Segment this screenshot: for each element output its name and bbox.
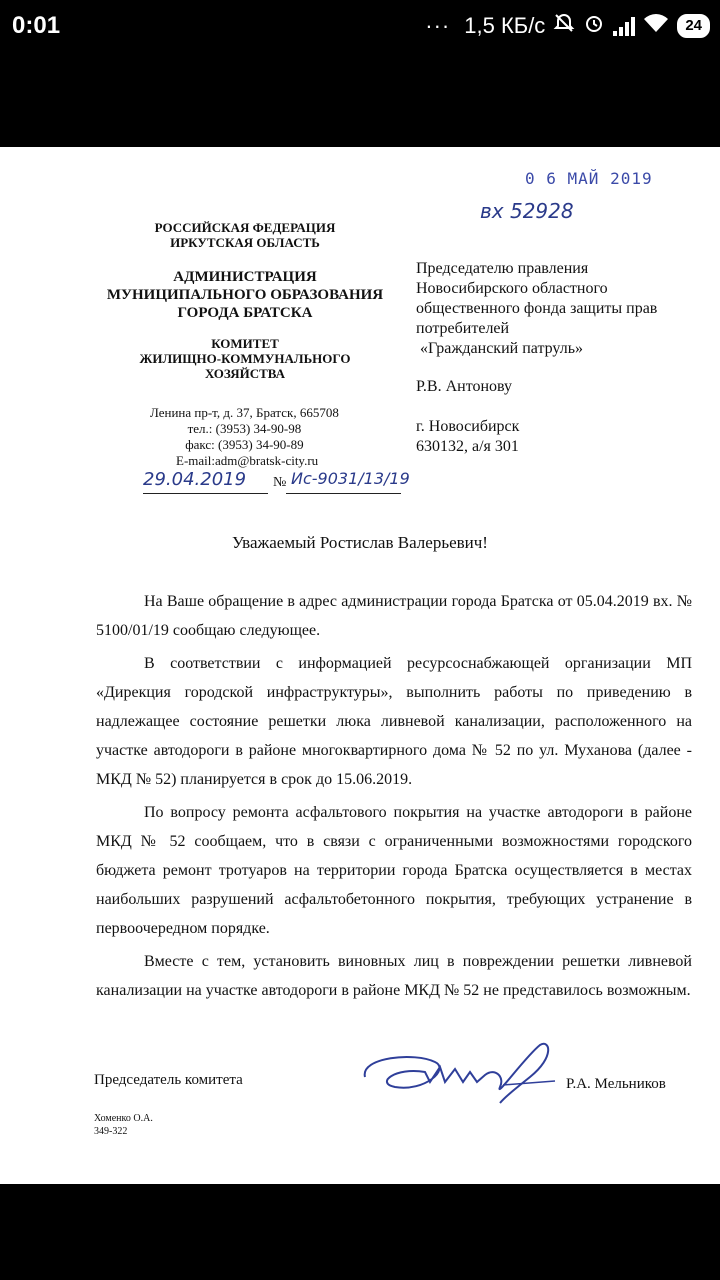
committee-line-3: ХОЗЯЙСТВА [204, 366, 285, 381]
executor-phone: 349-322 [94, 1126, 128, 1137]
committee-line-1: КОМИТЕТ [211, 336, 279, 351]
paragraph: На Ваше обращение в адрес администрации города Братска от 05.04.2019 вх. № 5100/01/19 сообщаю следующее. [96, 593, 692, 639]
handwritten-signature [355, 1037, 565, 1112]
sender-address: Ленина пр-т, д. 37, Братск, 665708 [150, 405, 339, 420]
sender-contacts [150, 405, 339, 469]
paragraph: По вопросу ремонта асфальтового покрытия на участке автодороги в районе МКД № 52 сообщаем, что в связи с ограниченными возможностями городского бюджета ремонт тротуаров на территории города Братска осуществляется в местах наибольших разрушений асфальтобетонного покрытия, требующих устранение в первоочередном порядке. [96, 804, 692, 937]
alarm-off-icon [553, 12, 575, 40]
admin-line-3: ГОРОДА БРАТСКА [177, 305, 313, 321]
executor-info [94, 1112, 153, 1138]
region-line: ИРКУТСКАЯ ОБЛАСТЬ [170, 235, 320, 250]
status-icons [425, 10, 710, 42]
recipient-line-4: потребителей [416, 320, 510, 337]
recipient-name: Р.В. Антонову [416, 378, 513, 395]
admin-line-2: МУНИЦИПАЛЬНОГО ОБРАЗОВАНИЯ [106, 287, 384, 303]
greeting: Уважаемый Ростислав Валерьевич! [232, 533, 488, 552]
letter-body [96, 587, 692, 1005]
network-speed: 1,5 КБ/с [464, 13, 546, 38]
signer-position: Председатель комитета [94, 1072, 243, 1088]
committee-title [80, 336, 410, 381]
letterhead [80, 220, 410, 381]
registration-date: 29.04.2019 [143, 469, 247, 490]
battery-indicator: 24 [677, 14, 710, 38]
registration-number: Ис-9031/13/19 [291, 469, 410, 488]
number-underline [286, 493, 401, 494]
admin-line-1: АДМИНИСТРАЦИЯ [173, 269, 317, 285]
recipient-city: г. Новосибирск [416, 418, 520, 435]
signer-name: Р.А. Мельников [566, 1076, 666, 1092]
menu-dots-icon: ··· [425, 13, 451, 38]
administration-title [80, 268, 410, 322]
recipient-postal: 630132, а/я 301 [416, 438, 519, 455]
recipient-line-1: Председателю правления [416, 260, 589, 277]
recipient-line-5: «Гражданский патруль» [416, 340, 584, 357]
committee-line-2: ЖИЛИЩНО-КОММУНАЛЬНОГО [139, 351, 351, 366]
recipient-line-2: Новосибирского областного [416, 280, 608, 297]
paragraph: В соответствии с информацией ресурсоснабжающей организации МП «Дирекция городской инфраструктуры», выполнить работы по приведению в надлежащее состояние решетки люка ливневой канализации, расположенного на участке автодороги в районе многоквартирного дома № 52 по ул. Муханова (далее - МКД № 52) планируется в срок до 15.06.2019. [96, 655, 692, 788]
received-stamp: 0 6 МАЙ 2019 [525, 169, 653, 188]
executor-name: Хоменко О.А. [94, 1113, 153, 1124]
sender-fax: факс: (3953) 34-90-89 [185, 437, 304, 452]
date-underline [143, 493, 268, 494]
cell-signal-icon [613, 16, 635, 36]
registration-line [143, 469, 410, 497]
alarm-clock-icon [583, 12, 605, 40]
sender-phone: тел.: (3953) 34-90-98 [187, 421, 302, 436]
number-sign: № [273, 475, 287, 490]
incoming-number: вх 52928 [480, 199, 574, 223]
wifi-icon [643, 13, 669, 39]
recipient-block [416, 259, 706, 457]
recipient-line-3: общественного фонда защиты прав [416, 300, 658, 317]
clock: 0:01 [12, 12, 61, 39]
screen-top-background [0, 52, 720, 147]
status-bar [0, 0, 720, 52]
letter-document [0, 147, 720, 1184]
country-line: РОССИЙСКАЯ ФЕДЕРАЦИЯ [154, 220, 336, 235]
sender-email: E-mail:adm@bratsk-city.ru [176, 453, 319, 468]
paragraph: Вместе с тем, установить виновных лиц в повреждении решетки ливневой канализации на участке автодороги в районе МКД № 52 не представилось возможным. [96, 953, 692, 999]
